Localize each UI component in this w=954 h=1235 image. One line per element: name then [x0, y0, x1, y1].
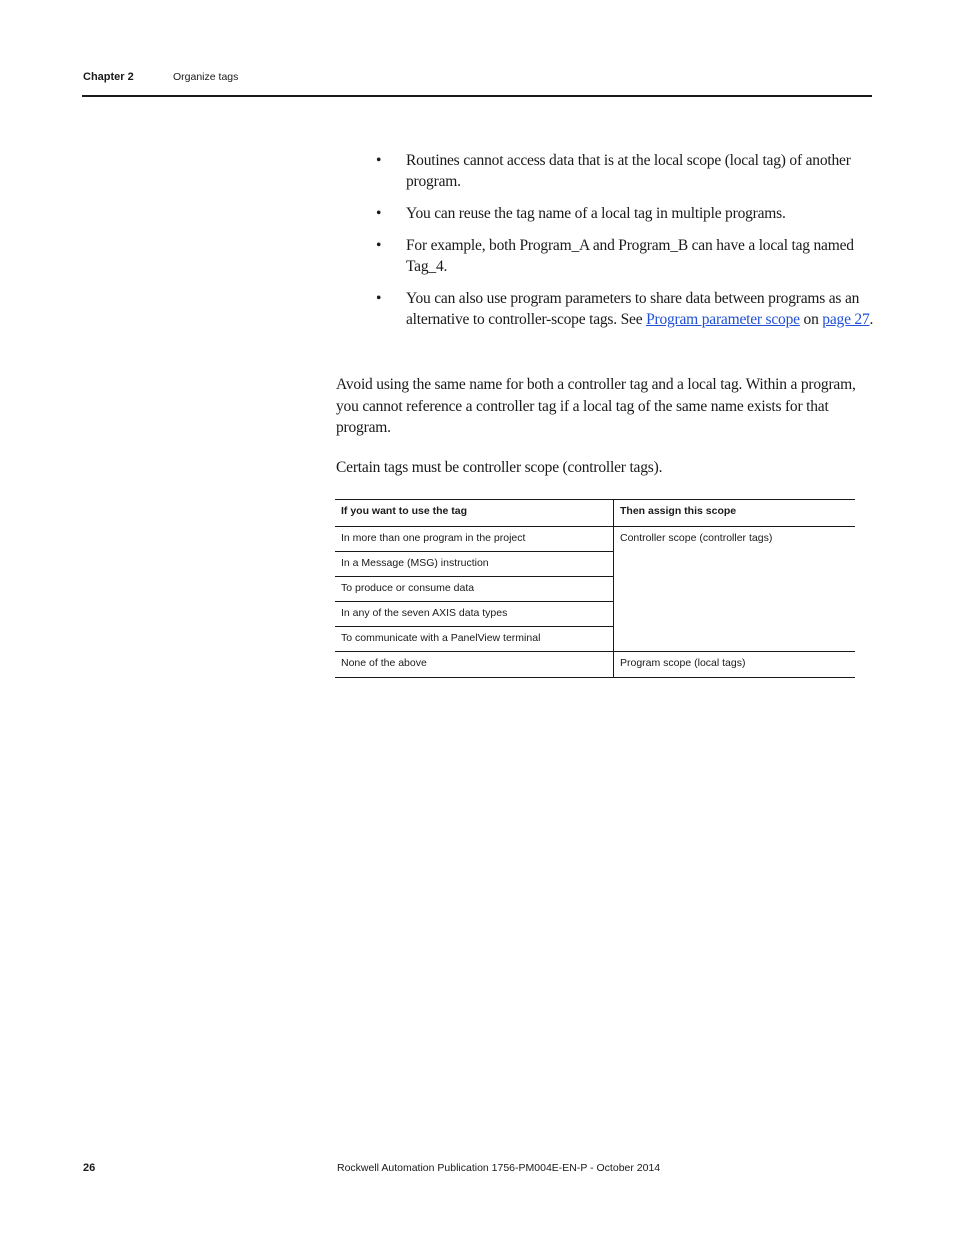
list-item — [376, 203, 876, 224]
bullet-text: You can reuse the tag name of a local tag in multiple programs. — [406, 205, 786, 222]
table-cell-scope: Program scope (local tags) — [614, 652, 856, 678]
list-item — [376, 235, 876, 277]
bullet-icon: • — [376, 237, 382, 254]
table-cell: In any of the seven AXIS data types — [335, 602, 614, 627]
paragraph-controller-scope: Certain tags must be controller scope (controller tags). — [336, 459, 663, 476]
bullet-icon: • — [376, 205, 382, 222]
list-item — [376, 288, 876, 330]
table-header-row — [335, 500, 855, 527]
page-number: 26 — [83, 1162, 96, 1174]
table-cell: In more than one program in the project — [335, 527, 614, 552]
bullet-text: . — [869, 311, 874, 328]
table-row — [335, 652, 855, 678]
bullet-text: Routines cannot access data that is at the local scope (local tag) of another program. — [406, 152, 851, 190]
publication-info: Rockwell Automation Publication 1756-PM004E-EN-P - October 2014 — [337, 1162, 661, 1174]
header-rule — [82, 95, 872, 97]
table-cell: To communicate with a PanelView terminal — [335, 627, 614, 652]
bullet-icon: • — [376, 290, 382, 307]
program-parameter-scope-link[interactable]: Program parameter scope — [646, 311, 800, 328]
bullet-text: on — [799, 311, 823, 328]
list-item — [376, 150, 876, 192]
chapter-label: Chapter 2 — [83, 71, 134, 83]
paragraph-same-name-warning: Avoid using the same name for both a controller tag and a local tag. Within a program, you cannot reference a controller tag if a local tag of the same name exists for that program. — [336, 376, 856, 436]
page-27-link[interactable]: page 27 — [822, 311, 870, 328]
table-cell: None of the above — [335, 652, 614, 678]
bullet-text: You can also use program parameters to share data between programs as an alternative to controller-scope tags. See — [406, 290, 860, 328]
column-header-scope: Then assign this scope — [614, 500, 856, 527]
table-cell: In a Message (MSG) instruction — [335, 552, 614, 577]
section-title: Organize tags — [173, 71, 239, 83]
scope-table — [335, 499, 855, 678]
bullet-icon: • — [376, 152, 382, 169]
table-row — [335, 527, 855, 552]
table-cell-scope: Controller scope (controller tags) — [614, 527, 856, 652]
table-cell: To produce or consume data — [335, 577, 614, 602]
bullet-list — [376, 150, 876, 341]
column-header-tag-use: If you want to use the tag — [335, 500, 614, 527]
bullet-text: For example, both Program_A and Program_B can have a local tag named Tag_4. — [406, 237, 854, 275]
